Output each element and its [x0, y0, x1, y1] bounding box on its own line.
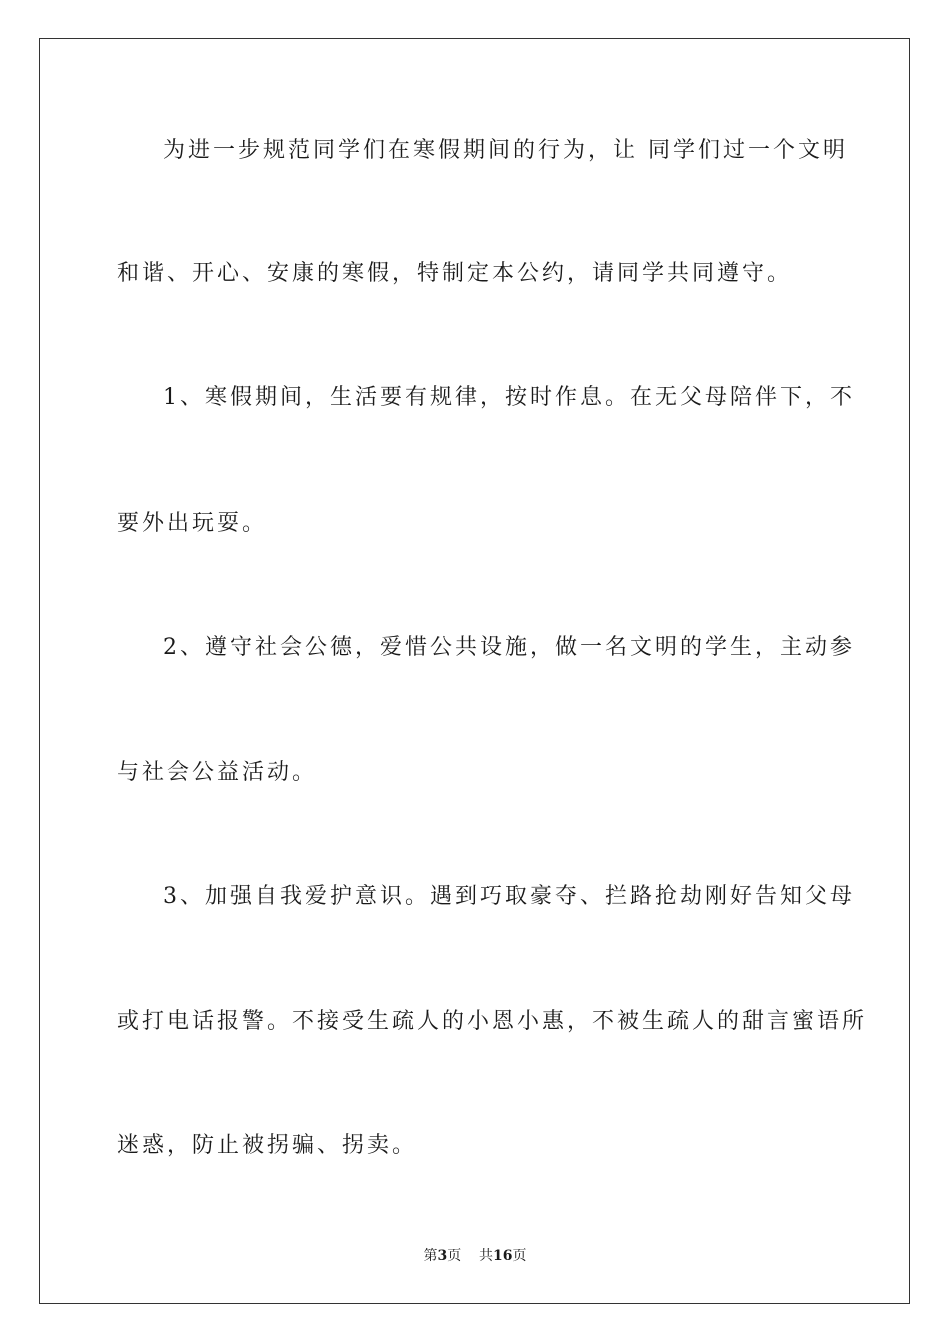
paragraph-intro-line-2: 和谐、开心、安康的寒假，特制定本公约，请同学共同遵守。 [117, 261, 793, 286]
rule-3-line-1: 3、加强自我爱护意识。遇到巧取豪夺、拦路抢劫刚好告知父母 [163, 884, 855, 909]
rule-2-line-1: 2、遵守社会公德，爱惜公共设施，做一名文明的学生，主动参 [163, 635, 855, 660]
rule-1-line-1: 1、寒假期间，生活要有规律，按时作息。在无父母陪伴下，不 [163, 385, 855, 410]
rule-2-line-2: 与社会公益活动。 [117, 760, 318, 785]
footer-page-prefix: 第 [423, 1248, 438, 1264]
footer-page-suffix: 页 [447, 1248, 462, 1264]
paragraph-intro-line-1: 为进一步规范同学们在寒假期间的行为，让 同学们过一个文明 [163, 138, 848, 163]
rule-1-line-2: 要外出玩耍。 [117, 511, 268, 536]
footer-total-prefix: 共 [479, 1248, 494, 1264]
page-frame [39, 38, 910, 1304]
footer-total-suffix: 页 [512, 1248, 527, 1264]
page-footer [0, 1246, 950, 1266]
rule-3-line-2: 或打电话报警。不接受生疏人的小恩小惠，不被生疏人的甜言蜜语所 [117, 1009, 868, 1034]
rule-3-line-3: 迷惑，防止被拐骗、拐卖。 [117, 1133, 418, 1158]
footer-total-pages: 16 [493, 1248, 513, 1264]
footer-page-number: 3 [437, 1248, 448, 1264]
